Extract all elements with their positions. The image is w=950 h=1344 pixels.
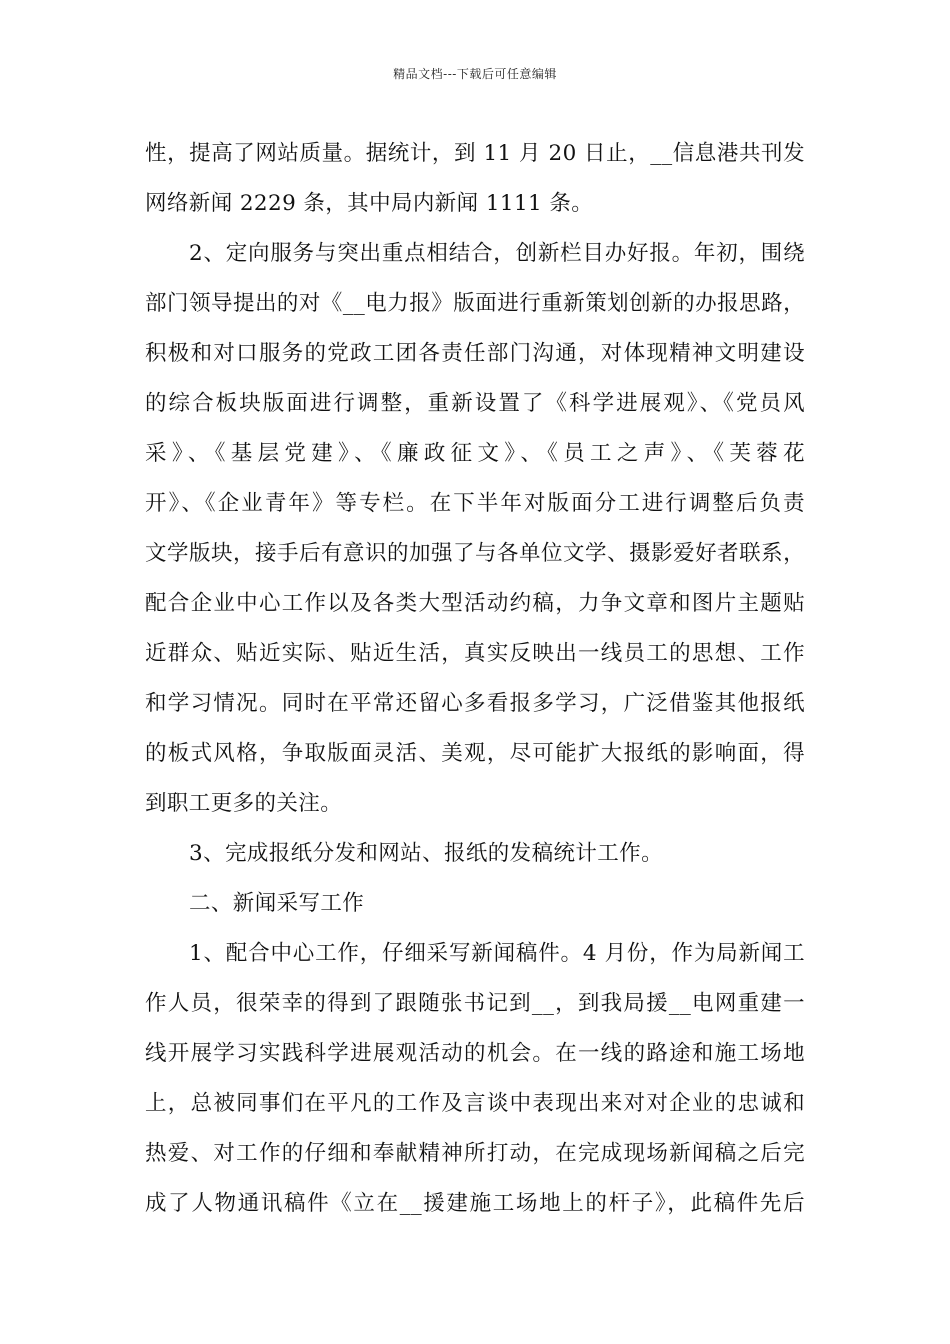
text-line: 性，提高了网站质量。据统计，到 11 月 20 日止，__信息港共刊发 [145,141,805,166]
text-line: 开》、《企业青年》等专栏。在下半年对版面分工进行调整后负责 [145,491,805,516]
text-line: 的板式风格，争取版面灵活、美观，尽可能扩大报纸的影响面，得 [145,741,805,766]
text-line: 配合企业中心工作以及各类大型活动约稿，力争文章和图片主题贴 [145,591,805,616]
text-line: 近群众、贴近实际、贴近生活，真实反映出一线员工的思想、工作 [145,641,805,666]
text-line: 部门领导提出的对《__电力报》版面进行重新策划创新的办报思路， [145,291,805,316]
text-line: 上，总被同事们在平凡的工作及言谈中表现出来对对企业的忠诚和 [145,1091,805,1116]
document-body [145,129,805,1229]
text-line: 成了人物通讯稿件《立在__援建施工场地上的杆子》，此稿件先后 [145,1191,805,1216]
text-line: 热爱、对工作的仔细和奉献精神所打动，在完成现场新闻稿之后完 [145,1141,805,1166]
text-line: 作人员，很荣幸的得到了跟随张书记到__，到我局援__电网重建一 [145,991,805,1016]
text-line: 的综合板块版面进行调整，重新设置了《科学进展观》、《党员风 [145,391,805,416]
text-line: 和学习情况。同时在平常还留心多看报多学习，广泛借鉴其他报纸 [145,691,805,716]
text-line: 网络新闻 2229 条，其中局内新闻 1111 条。 [145,191,594,216]
text-line: 积极和对口服务的党政工团各责任部门沟通，对体现精神文明建设 [145,341,805,366]
paragraph-start-line: 1、配合中心工作，仔细采写新闻稿件。4 月份，作为局新闻工 [189,941,805,966]
paragraph-start-line: 3、完成报纸分发和网站、报纸的发稿统计工作。 [189,841,663,866]
text-line: 采》、《基层党建》、《廉政征文》、《员工之声》、《芙蓉花 [145,441,805,466]
page-header: 精品文档---下载后可任意编辑 [393,67,557,81]
text-line: 线开展学习实践科学进展观活动的机会。在一线的路途和施工场地 [145,1041,805,1066]
section-heading: 二、新闻采写工作 [189,891,365,916]
text-line: 到职工更多的关注。 [145,791,343,816]
paragraph-start-line: 2、定向服务与突出重点相结合，创新栏目办好报。年初，围绕 [189,241,805,266]
text-line: 文学版块，接手后有意识的加强了与各单位文学、摄影爱好者联系， [145,541,805,566]
